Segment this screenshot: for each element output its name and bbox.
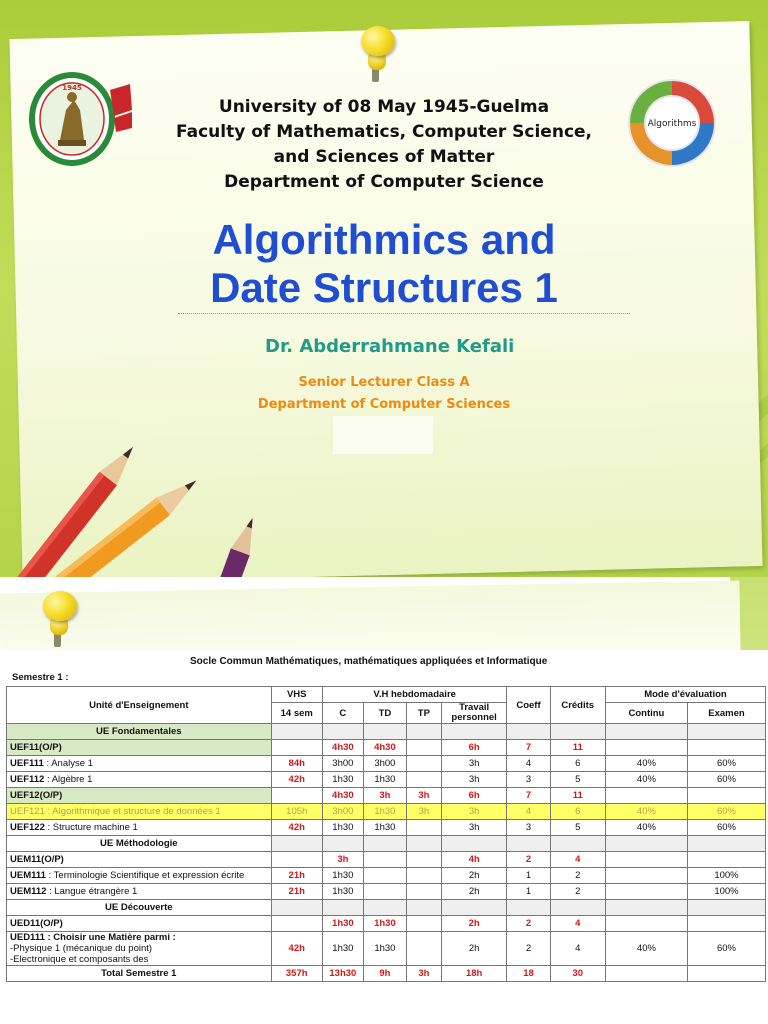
table-cell: 60% — [687, 932, 765, 966]
table-cell — [605, 868, 687, 884]
table-cell: -Physique 1 (mécanique du point) — [10, 943, 153, 954]
table-cell — [687, 740, 765, 756]
table-cell: : Algorithmique et structure de données 1 — [44, 806, 221, 817]
table-cell: 3h — [363, 788, 406, 804]
table-cell — [687, 852, 765, 868]
table-cell — [550, 724, 605, 740]
table-cell: 30 — [550, 966, 605, 982]
section-label: UE Méthodologie — [7, 836, 272, 852]
subject-name — [7, 756, 272, 772]
table-cell: 60% — [687, 820, 765, 836]
curriculum-table-panel — [0, 650, 768, 1024]
blank-box — [333, 416, 433, 454]
table-cell: 1h30 — [363, 916, 406, 932]
col-td: TD — [363, 703, 406, 724]
table-cell: 4 — [550, 932, 605, 966]
table-cell — [687, 900, 765, 916]
table-row — [7, 788, 766, 804]
table-cell: 40% — [605, 804, 687, 820]
author-department: Department of Computer Sciences — [257, 397, 511, 412]
table-cell: 42h — [271, 772, 322, 788]
table-cell — [507, 900, 550, 916]
section-label: UE Découverte — [7, 900, 272, 916]
table-cell: 6h — [441, 740, 507, 756]
table-cell: 2 — [507, 852, 550, 868]
table-cell — [271, 788, 322, 804]
table-cell: 1 — [507, 884, 550, 900]
table-cell: 4h30 — [363, 740, 406, 756]
table-cell: UED111 : Choisir une Matière parmi : — [10, 932, 176, 943]
table-cell: 4 — [507, 756, 550, 772]
section-row — [7, 836, 766, 852]
table-row — [7, 884, 766, 900]
col-tp: TP — [406, 703, 441, 724]
table-cell — [271, 900, 322, 916]
table-cell — [605, 740, 687, 756]
table-cell — [441, 836, 507, 852]
table-cell — [550, 900, 605, 916]
table-cell — [271, 916, 322, 932]
table-cell: 11 — [550, 740, 605, 756]
table-cell — [507, 724, 550, 740]
table-cell: 2 — [507, 916, 550, 932]
table-cell: 2 — [507, 932, 550, 966]
col-vhs-sub: 14 sem — [271, 703, 322, 724]
table-cell: -Electronique et composants des — [10, 954, 149, 965]
table-cell: 3h — [406, 804, 441, 820]
table-cell: UEF121 — [10, 806, 45, 817]
table-cell: 2 — [550, 868, 605, 884]
pushpin-icon — [34, 585, 84, 655]
table-cell: : Structure machine 1 — [44, 822, 138, 833]
university-header — [0, 95, 768, 195]
ue-name: UEM11(O/P) — [7, 852, 272, 868]
table-cell — [406, 868, 441, 884]
table-cell — [406, 772, 441, 788]
table-cell — [605, 836, 687, 852]
course-title-line-1: Algorithmics and — [212, 216, 556, 263]
course-title-line-2: Date Structures 1 — [210, 264, 558, 311]
table-cell — [406, 932, 441, 966]
author-name: Dr. Abderrahmane Kefali — [265, 336, 515, 357]
table-cell: 100% — [687, 884, 765, 900]
table-cell — [406, 916, 441, 932]
table-cell — [605, 966, 687, 982]
subject-name — [7, 804, 272, 820]
table-cell: : Analyse 1 — [43, 758, 93, 769]
table-cell: 40% — [605, 756, 687, 772]
table-cell — [363, 836, 406, 852]
table-cell: 4h — [441, 852, 507, 868]
col-ue: Unité d'Enseignement — [7, 687, 272, 724]
table-row — [7, 916, 766, 932]
table-cell: 3h — [322, 852, 363, 868]
table-cell — [605, 852, 687, 868]
table-cell — [605, 788, 687, 804]
table-cell: 6 — [550, 804, 605, 820]
col-c: C — [322, 703, 363, 724]
table-cell: 18h — [441, 966, 507, 982]
table-cell — [363, 724, 406, 740]
table-cell — [271, 852, 322, 868]
col-mode: Mode d'évaluation — [605, 687, 765, 703]
curriculum-table — [6, 686, 766, 982]
table-cell: 5 — [550, 772, 605, 788]
table-cell — [363, 884, 406, 900]
table-row — [7, 756, 766, 772]
table-cell — [605, 900, 687, 916]
pencils-icon — [0, 385, 290, 577]
table-cell: 105h — [271, 804, 322, 820]
table-cell: 5 — [550, 820, 605, 836]
table-cell — [406, 820, 441, 836]
table-cell: UEF122 — [10, 822, 45, 833]
table-cell: 3 — [507, 772, 550, 788]
table-cell — [507, 836, 550, 852]
table-cell — [687, 966, 765, 982]
table-cell: 3h00 — [363, 756, 406, 772]
section-label: UE Fondamentales — [7, 724, 272, 740]
table-cell: 1h30 — [322, 820, 363, 836]
table-cell: 60% — [687, 756, 765, 772]
table-cell — [271, 740, 322, 756]
department-line: Department of Computer Science — [224, 172, 544, 192]
table-cell — [605, 916, 687, 932]
table-cell: 42h — [271, 932, 322, 966]
subject-name — [7, 884, 272, 900]
table-cell — [406, 756, 441, 772]
faculty-line-2: and Sciences of Matter — [273, 147, 495, 167]
table-cell: 1h30 — [322, 884, 363, 900]
table-cell: 1h30 — [322, 868, 363, 884]
table-cell: 40% — [605, 932, 687, 966]
col-vhs: VHS — [271, 687, 322, 703]
table-cell: 3h — [406, 966, 441, 982]
table-cell: 2h — [441, 916, 507, 932]
table-cell — [322, 836, 363, 852]
table-cell — [687, 916, 765, 932]
table-cell: 4h30 — [322, 788, 363, 804]
subject-name — [7, 932, 272, 966]
subject-name — [7, 820, 272, 836]
table-row — [7, 820, 766, 836]
table-cell: 21h — [271, 884, 322, 900]
table-row — [7, 932, 766, 966]
table-cell: 2h — [441, 884, 507, 900]
table-cell: 2h — [441, 932, 507, 966]
table-cell: 4 — [550, 852, 605, 868]
table-row — [7, 772, 766, 788]
table-cell — [363, 852, 406, 868]
table-cell: UEM112 — [10, 886, 47, 897]
ue-name: UED11(O/P) — [7, 916, 272, 932]
table-cell — [441, 724, 507, 740]
table-cell: 3h — [441, 820, 507, 836]
table-cell: 3h — [441, 772, 507, 788]
table-cell — [322, 724, 363, 740]
section-row — [7, 724, 766, 740]
table-cell — [322, 900, 363, 916]
table-cell: 1 — [507, 868, 550, 884]
table-cell: 1h30 — [363, 932, 406, 966]
ue-name: UEF11(O/P) — [7, 740, 272, 756]
table-cell: 3 — [507, 820, 550, 836]
subject-name — [7, 868, 272, 884]
table-cell — [687, 788, 765, 804]
table-cell — [271, 836, 322, 852]
table-cell: 60% — [687, 804, 765, 820]
table-cell: 18 — [507, 966, 550, 982]
table-cell: 2h — [441, 868, 507, 884]
total-label: Total Semestre 1 — [7, 966, 272, 982]
table-cell: 3h — [406, 788, 441, 804]
table-cell: 4 — [507, 804, 550, 820]
table-cell: Algorithms — [647, 119, 697, 129]
table-cell: 1945 — [62, 84, 82, 92]
table-cell — [687, 836, 765, 852]
table-cell: 100% — [687, 868, 765, 884]
table-cell — [550, 836, 605, 852]
section-row — [7, 900, 766, 916]
table-cell: 1h30 — [363, 820, 406, 836]
table-cell: 6 — [550, 756, 605, 772]
title-divider — [178, 313, 630, 314]
table-cell — [406, 900, 441, 916]
table-cell: 3h00 — [322, 756, 363, 772]
table-cell: 1h30 — [363, 804, 406, 820]
col-credits: Crédits — [550, 687, 605, 724]
col-coeff: Coeff — [507, 687, 550, 724]
table-cell: : Langue étrangère 1 — [46, 886, 138, 897]
university-line: University of 08 May 1945-Guelma — [218, 97, 550, 117]
subject-name — [7, 772, 272, 788]
author-title: Senior Lecturer Class A — [298, 375, 470, 390]
table-cell: 4 — [550, 916, 605, 932]
total-row — [7, 966, 766, 982]
table-cell: 3h00 — [322, 804, 363, 820]
table-cell: UEF112 — [10, 774, 45, 785]
table-cell: 11 — [550, 788, 605, 804]
table-cell — [406, 724, 441, 740]
table-cell: 13h30 — [322, 966, 363, 982]
table-cell — [363, 900, 406, 916]
table-cell: 9h — [363, 966, 406, 982]
table-cell — [406, 740, 441, 756]
table-cell: 1h30 — [322, 772, 363, 788]
table-cell: 1h30 — [363, 772, 406, 788]
table-cell — [406, 852, 441, 868]
table-cell: 1h30 — [322, 932, 363, 966]
table-cell — [406, 884, 441, 900]
col-examen: Examen — [687, 703, 765, 724]
table-cell: 7 — [507, 788, 550, 804]
faculty-line: Faculty of Mathematics, Computer Science, — [175, 122, 593, 142]
table-cell: 357h — [271, 966, 322, 982]
table-cell: 7 — [507, 740, 550, 756]
table-cell — [605, 724, 687, 740]
table-cell: 3h — [441, 804, 507, 820]
col-vh: V.H hebdomadaire — [322, 687, 507, 703]
table-cell: 21h — [271, 868, 322, 884]
table-cell: 4h30 — [322, 740, 363, 756]
table-cell: 6h — [441, 788, 507, 804]
col-continu: Continu — [605, 703, 687, 724]
table-row — [7, 852, 766, 868]
table-row — [7, 740, 766, 756]
table-cell: 42h — [271, 820, 322, 836]
col-travail: Travail personnel — [441, 703, 507, 724]
table-title: Socle Commun Mathématiques, mathématiques appliquées et Informatique — [190, 656, 548, 667]
table-cell: : Terminologie Scientifique et expression écrite — [45, 870, 245, 881]
table-cell: 40% — [605, 772, 687, 788]
curriculum-slide — [0, 577, 768, 1024]
highlighted-row — [7, 804, 766, 820]
table-cell: 1h30 — [322, 916, 363, 932]
course-title — [0, 216, 768, 312]
table-cell — [441, 900, 507, 916]
table-cell: UEM111 — [10, 870, 46, 881]
pushpin-icon — [352, 20, 402, 90]
ue-name: UEF12(O/P) — [7, 788, 272, 804]
table-cell — [406, 836, 441, 852]
table-cell: 84h — [271, 756, 322, 772]
table-cell: UEF111 — [10, 758, 44, 769]
table-cell: 60% — [687, 772, 765, 788]
table-cell: : Algèbre 1 — [44, 774, 93, 785]
table-cell — [363, 868, 406, 884]
table-cell — [271, 724, 322, 740]
table-cell: 3h — [441, 756, 507, 772]
table-row — [7, 868, 766, 884]
table-cell: 40% — [605, 820, 687, 836]
table-cell — [687, 724, 765, 740]
table-cell — [605, 884, 687, 900]
header-row — [7, 687, 766, 703]
table-cell: 2 — [550, 884, 605, 900]
semester-label: Semestre 1 : — [12, 672, 69, 683]
